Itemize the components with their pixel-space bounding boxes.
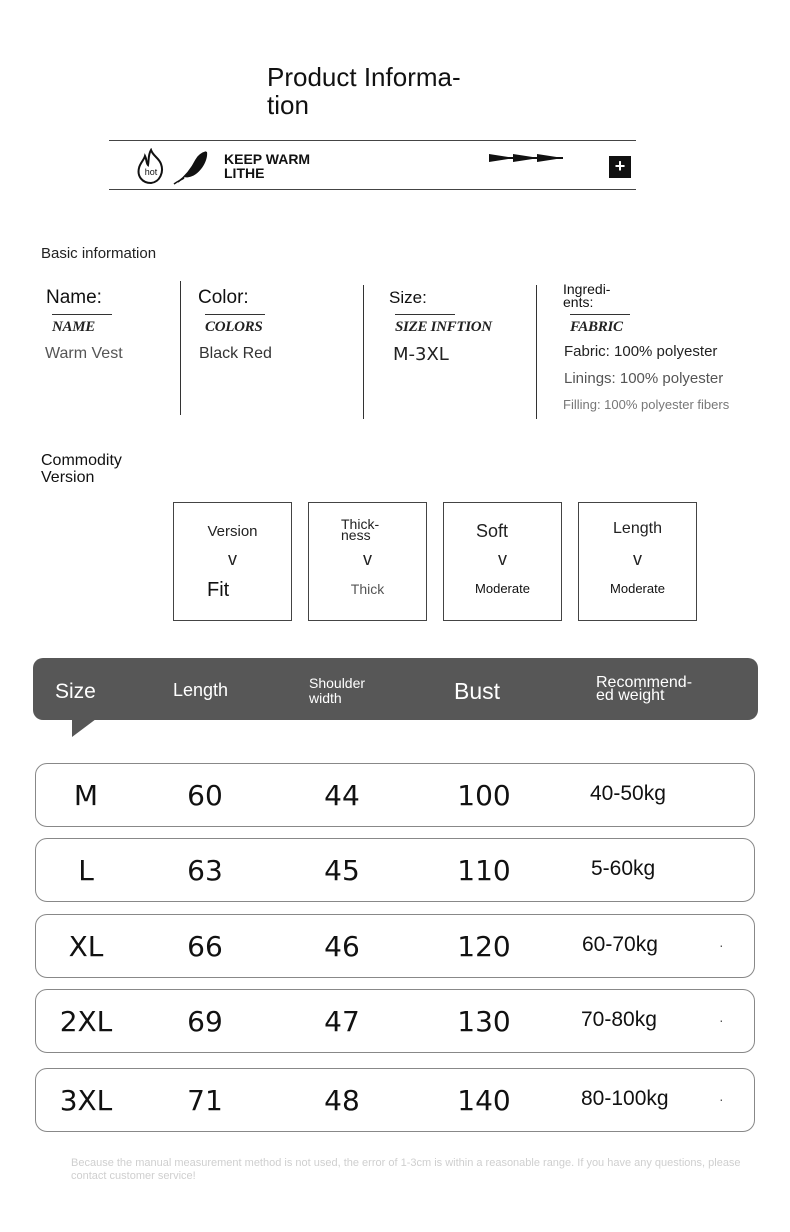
softness-box-value: Moderate [475,581,530,596]
label-rule [395,314,455,315]
label-rule [570,314,630,315]
color-en-label: COLORS [205,319,263,335]
row-shoulder: 44 [324,779,360,812]
size-label: Size: [389,288,427,307]
version-box-value: Fit [207,579,230,601]
color-label: Color: [198,287,249,308]
page-title: Product Informa- tion [267,62,461,120]
color-value: Black Red [199,345,272,362]
banner-text [224,152,310,180]
ingredients-en-label: FABRIC [570,319,623,335]
banner-top-rule [109,140,636,141]
size-table-header [33,658,758,720]
row-length: 63 [187,854,223,887]
fabric-value: Fabric: 100% polyester [564,343,718,360]
row-mark: · [719,937,724,953]
header-length: Length [173,680,229,700]
flame-icon [134,148,168,186]
hot-label: hot [144,167,158,177]
row-shoulder: 47 [324,1005,360,1038]
row-length: 71 [187,1084,223,1117]
row-length: 60 [187,779,223,812]
header-shoulder: Shoulder width [309,675,366,706]
table-row [35,838,755,902]
row-shoulder: 45 [324,854,360,887]
header-pointer [72,719,96,737]
arrows-icon [489,151,565,165]
thickness-box-label: Thick- ness [341,516,380,543]
row-weight: 70-80kg [581,1008,657,1031]
thickness-box-value: Thick [350,581,385,597]
size-value: M-3XL [393,344,449,365]
label-rule [52,314,112,315]
banner-line1: KEEP WARM [224,151,311,167]
header-bust: Bust [454,678,501,704]
feather-icon [172,148,210,186]
length-box-arrow: v [633,549,642,569]
commodity-heading: Commodity Version [41,452,122,486]
header-size: Size [55,680,96,703]
column-divider [363,285,364,419]
row-shoulder: 46 [324,930,360,963]
softness-box-label: Soft [476,521,509,541]
header-weight: Recommend- ed weight [596,674,693,704]
row-bust: 120 [457,930,511,963]
length-box-label: Length [613,520,662,537]
thickness-box [308,502,427,621]
table-row [35,1068,755,1132]
length-box-value: Moderate [610,581,665,596]
banner-bottom-rule [109,189,636,190]
version-box [173,502,292,621]
version-box-label: Version [207,523,258,540]
table-row [35,914,755,978]
row-bust: 100 [457,779,511,812]
row-mark: · [719,1091,724,1107]
row-weight: 40-50kg [590,782,666,805]
softness-box-arrow: v [498,549,507,569]
column-divider [180,281,181,415]
table-row [35,763,755,827]
row-mark: · [719,1012,724,1028]
row-size: M [73,779,99,812]
name-en-label: NAME [52,319,95,335]
basic-info-heading: Basic information [41,245,157,262]
row-size: 3XL [59,1084,113,1117]
filling-value: Filling: 100% polyester fibers [563,397,730,412]
banner-line2: LITHE [224,165,265,181]
row-size: 2XL [59,1005,113,1038]
plus-icon: + [609,156,631,178]
version-box-arrow: v [228,549,237,569]
label-rule [205,314,265,315]
row-weight: 60-70kg [582,933,658,956]
table-row [35,989,755,1053]
row-length: 69 [187,1005,223,1038]
length-box [578,502,697,621]
row-length: 66 [187,930,223,963]
row-bust: 140 [457,1084,511,1117]
row-weight: 5-60kg [591,857,656,880]
row-shoulder: 48 [324,1084,360,1117]
row-mark [719,839,725,903]
row-size: XL [68,930,104,963]
softness-box [443,502,562,621]
name-label: Name: [46,287,102,308]
row-size: L [78,854,94,887]
ingredients-label: Ingredi- ents: [563,281,611,310]
footnote: Because the manual measurement method is not used, the error of 1-3cm is within a reasonable range. If you have any questions, please contact customer service! [71,1157,741,1182]
size-en-label: SIZE INFTION [395,319,492,335]
row-bust: 130 [457,1005,511,1038]
row-bust: 110 [457,854,511,887]
row-weight: 80-100kg [581,1087,669,1110]
linings-value: Linings: 100% polyester [564,370,724,387]
row-mark [719,764,725,828]
thickness-box-arrow: v [363,549,372,569]
column-divider [536,285,537,419]
name-value: Warm Vest [45,345,123,362]
